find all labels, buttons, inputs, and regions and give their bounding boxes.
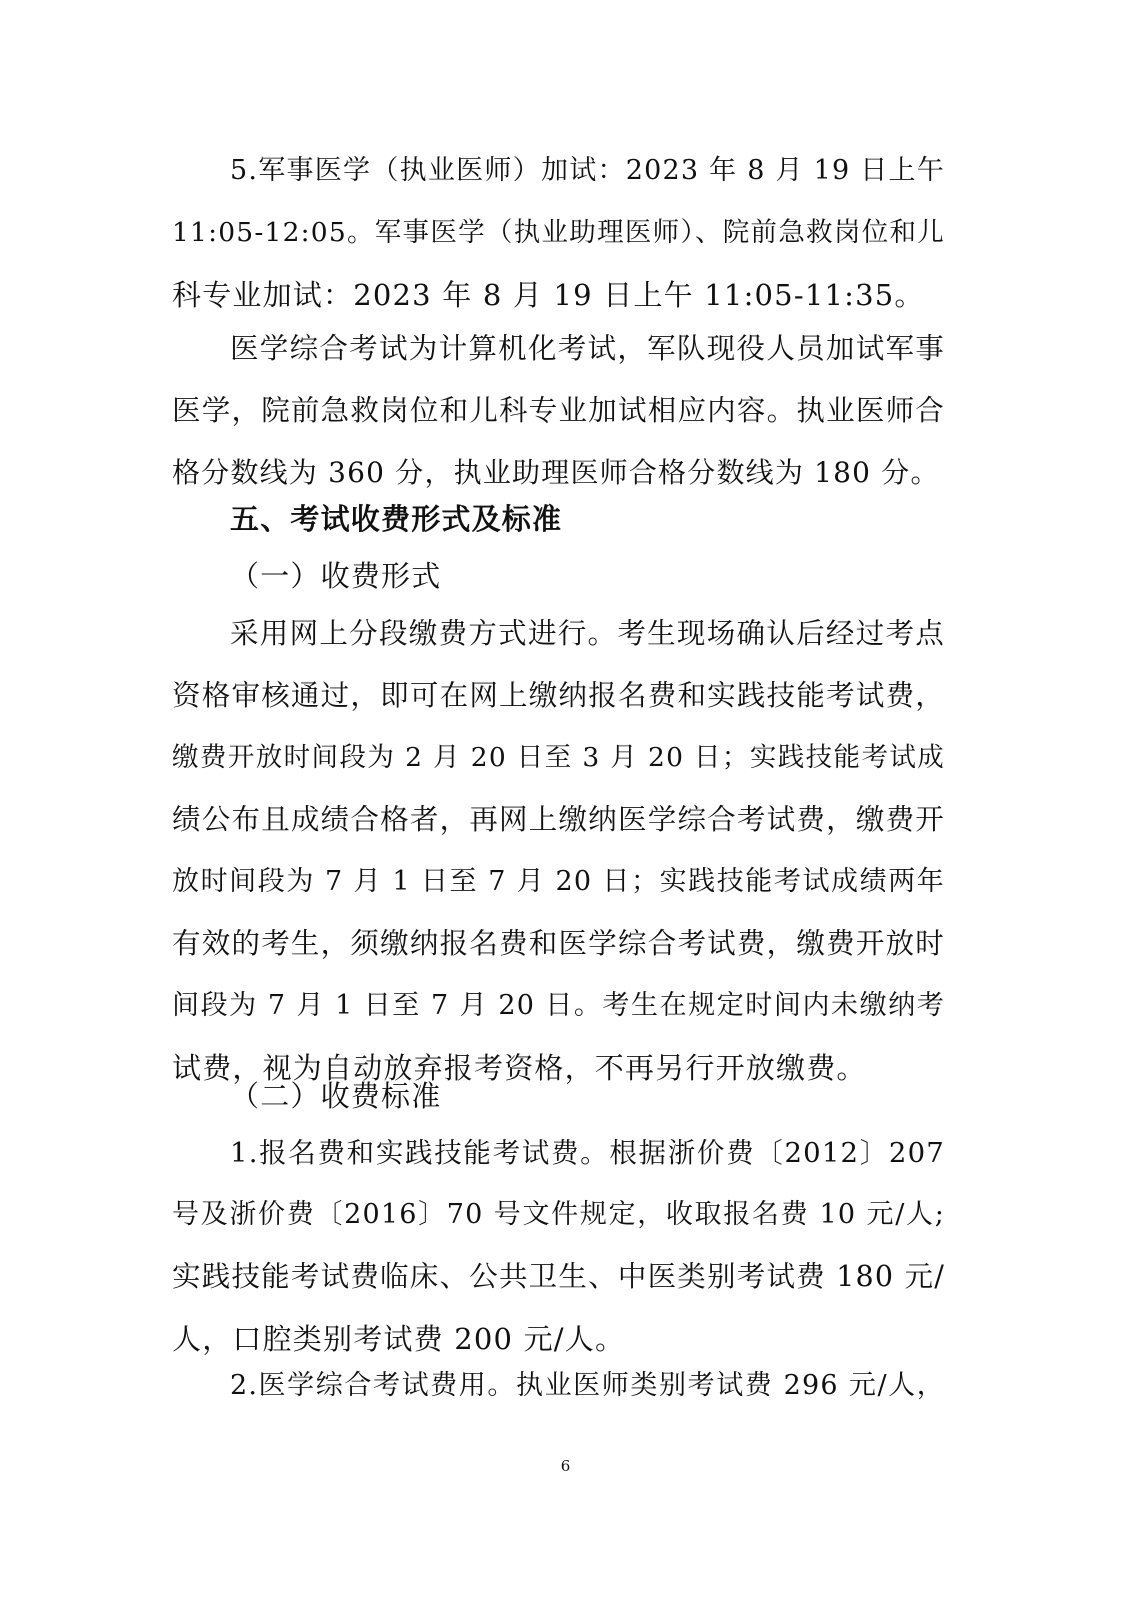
text-line: 医学，院前急救岗位和儿科专业加试相应内容。执业医师合 [172,394,945,427]
text-line: 11:05-12:05。军事医学（执业助理医师）、院前急救岗位和儿 [172,217,945,248]
section-heading-fees [172,488,945,550]
paragraph-online-payment [172,603,945,1099]
section-title: 五、考试收费形式及标准 [230,502,563,536]
paragraph-registration-and-skills-fee [172,1122,945,1370]
text-line: 放时间段为 7 月 1 日至 7 月 20 日；实践技能考试成绩两年 [172,866,945,897]
subsection-heading-fee-form [172,545,945,607]
text-line: 资格审核通过，即可在网上缴纳报名费和实践技能考试费， [172,679,945,712]
text-line: 2.医学综合考试费用。执业医师类别考试费 296 元/人， [230,1370,945,1401]
page-number: 6 [560,1457,571,1475]
text-line: 1.报名费和实践技能考试费。根据浙价费〔2012〕207 [230,1137,945,1169]
text-line: 号及浙价费〔2016〕70 号文件规定，收取报名费 10 元/人; [172,1199,945,1230]
text-line: 绩公布且成绩合格者，再网上缴纳医学综合考试费，缴费开 [172,803,945,836]
text-line: 试费，视为自动放弃报考资格，不再另行开放缴费。 [172,1051,867,1085]
text-line: 缴费开放时间段为 2 月 20 日至 3 月 20 日；实践技能考试成 [172,742,945,773]
text-line: 有效的考生，须缴纳报名费和医学综合考试费，缴费开放时 [172,927,945,960]
text-line: 人，口腔类别考试费 200 元/人。 [172,1322,626,1356]
text-line: 科专业加试：2023 年 8 月 19 日上午 11:05-11:35。 [172,278,925,312]
text-line: 间段为 7 月 1 日至 7 月 20 日。考生在规定时间内未缴纳考 [172,990,945,1021]
subsection-title: （一）收费形式 [230,559,442,593]
text-line: 采用网上分段缴费方式进行。考生现场确认后经过考点 [230,617,945,650]
subsection-title: （二）收费标准 [230,1079,442,1113]
text-line: 实践技能考试费临床、公共卫生、中医类别考试费 180 元/ [172,1260,945,1293]
text-line: 医学综合考试为计算机化考试，军队现役人员加试军事 [230,332,945,365]
text-line: 格分数线为 360 分，执业助理医师合格分数线为 180 分。 [172,456,940,489]
paragraph-comprehensive-exam-fee [172,1355,945,1417]
paragraph-military-medicine-exam-time [172,140,945,326]
text-line: 5.军事医学（执业医师）加试：2023 年 8 月 19 日上午 [230,155,945,186]
subsection-heading-fee-standard [172,1065,945,1127]
paragraph-computer-exam-description [172,318,945,504]
